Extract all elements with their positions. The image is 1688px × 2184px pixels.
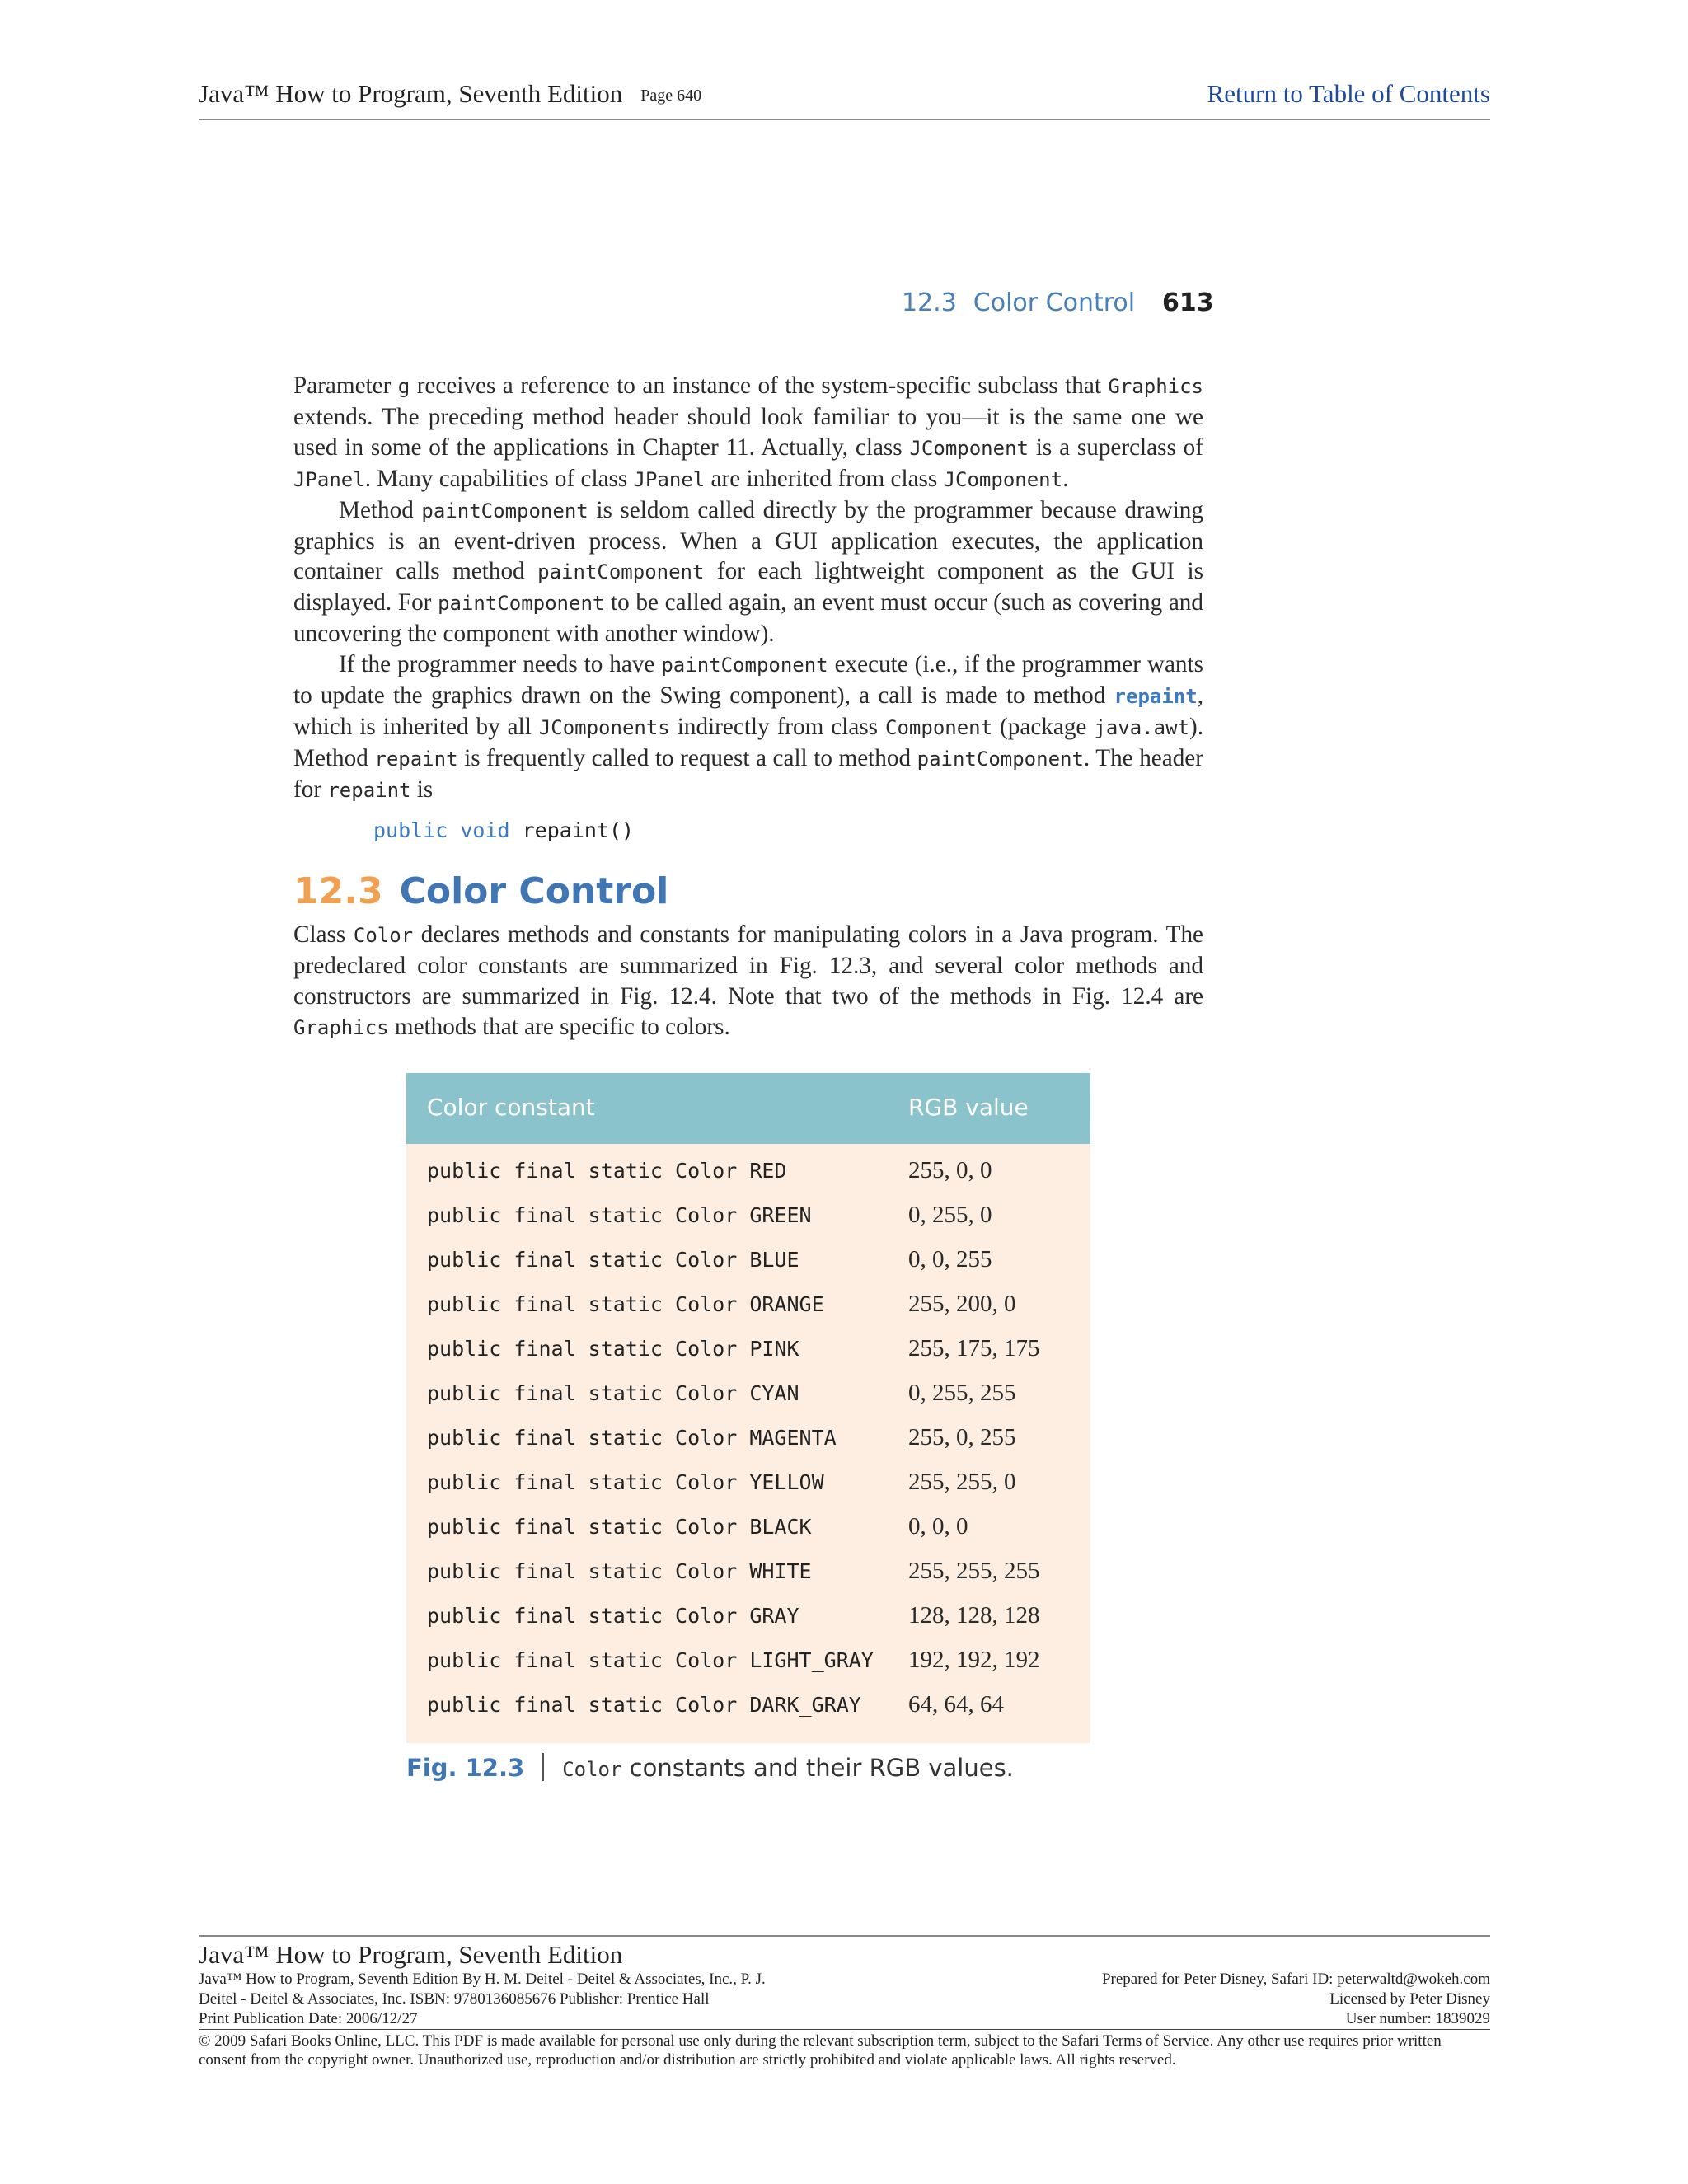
table-header xyxy=(406,1073,1090,1144)
table-body xyxy=(406,1144,1090,1743)
table-row: public final static Color RED 255, 0, 0 xyxy=(427,1157,992,1183)
caption-divider xyxy=(542,1753,544,1781)
page-label: Page 640 xyxy=(640,87,702,105)
table-row: public final static Color DARK_GRAY 64, 64, 64 xyxy=(427,1691,1004,1718)
footer-copyright: © 2009 Safari Books Online, LLC. This PDF is made available for personal use only during the relevant subscription term, subject to the Safari Terms of Service. Any other use requires prior written consent from the copyright owner. Unauthorized use, reproduction and/or distribution are strictly prohibited and violate applicable laws. All rights reserved. xyxy=(199,2029,1490,2069)
figure-number: Fig. 12.3 xyxy=(406,1754,525,1782)
repaint-keyword: repaint xyxy=(1114,685,1198,709)
paragraph: If the programmer needs to have paintComponent execute (i.e., if the programmer wants to update the graphics drawn on the Swing component), a call is made to method repaint, which is inherited by all JComponents indirectly from class Component (package java.awt). Method repaint is frequently called to request a call to method paintComponent. The header for repaint is xyxy=(293,651,1203,803)
page-footer xyxy=(199,1935,1490,2069)
table-row: public final static Color BLACK 0, 0, 0 xyxy=(427,1513,968,1540)
column-header-color-constant: Color constant xyxy=(427,1094,595,1121)
book-title: Java™ How to Program, Seventh Edition Page 640 xyxy=(199,79,702,108)
figure-caption: Fig. 12.3 Color constants and their RGB values. xyxy=(406,1754,1014,1782)
body-text xyxy=(293,371,1203,846)
color-constants-table xyxy=(406,1073,1090,1743)
page-number: 613 xyxy=(1162,288,1214,317)
table-row: public final static Color YELLOW 255, 255, 0 xyxy=(427,1469,1016,1495)
section-number: 12.3 xyxy=(293,870,383,912)
table-row: public final static Color BLUE 0, 0, 255 xyxy=(427,1246,992,1272)
table-row: public final static Color GRAY 128, 128, 128 xyxy=(427,1602,1040,1629)
code-snippet: public void repaint() xyxy=(373,818,635,842)
table-row: public final static Color CYAN 0, 255, 255 xyxy=(427,1380,1016,1406)
footer-book-title: Java™ How to Program, Seventh Edition xyxy=(199,1940,623,1969)
table-row: public final static Color PINK 255, 175, 175 xyxy=(427,1335,1040,1361)
footer-publication-info: Java™ How to Program, Seventh Edition By H. M. Deitel - Deitel & Associates, Inc., P. J. Deitel - Deitel & Associates, Inc. ISBN: 9780136085676 Publisher: Prentice Hall Print Publication Date: 2006/12/27 xyxy=(199,1970,940,2030)
running-head-section-number: 12.3 xyxy=(902,288,957,317)
footer-license-info: Prepared for Peter Disney, Safari ID: peterwaltd@wokeh.com Licensed by Peter Disney User number: 1839029 xyxy=(1101,1971,1490,2027)
table-of-contents-link[interactable]: Return to Table of Contents xyxy=(1207,79,1490,108)
section-text xyxy=(293,920,1203,1043)
footer-divider xyxy=(199,1935,1490,1937)
running-head xyxy=(902,288,1214,317)
table-row: public final static Color ORANGE 255, 200, 0 xyxy=(427,1291,1016,1317)
table-row: public final static Color WHITE 255, 255, 255 xyxy=(427,1558,1040,1584)
section-heading xyxy=(293,870,668,912)
section-title: Color Control xyxy=(399,870,669,912)
table-row: public final static Color MAGENTA 255, 0, 255 xyxy=(427,1424,1016,1451)
paragraph: Parameter g receives a reference to an instance of the system-specific subclass that Graphics extends. The preceding method header should look familiar to you—it is the same one we used in some of the applications in Chapter 11. Actually, class JComponent is a superclass of JPanel. Many capabilities of class JPanel are inherited from class JComponent. xyxy=(293,373,1203,492)
page-header xyxy=(199,76,1490,120)
table-row: public final static Color LIGHT_GRAY 192, 192, 192 xyxy=(427,1647,1040,1673)
paragraph: Class Color declares methods and constants for manipulating colors in a Java program. The predeclared color constants are summarized in Fig. 12.3, and several color methods and constructors are summarized in Fig. 12.4. Note that two of the methods in Fig. 12.4 are Graphics methods that are specific to colors. xyxy=(293,921,1204,1040)
table-row: public final static Color GREEN 0, 255, 0 xyxy=(427,1202,992,1228)
running-head-section-title: Color Control xyxy=(973,288,1136,317)
column-header-rgb-value: RGB value xyxy=(908,1094,1029,1121)
paragraph: Method paintComponent is seldom called directly by the programmer because drawing graphics is an event-driven process. When a GUI application executes, the application container calls method paintComponent for each lightweight component as the GUI is displayed. For paintComponent to be called again, an event must occur (such as covering and uncovering the component with another window). xyxy=(293,496,1203,648)
